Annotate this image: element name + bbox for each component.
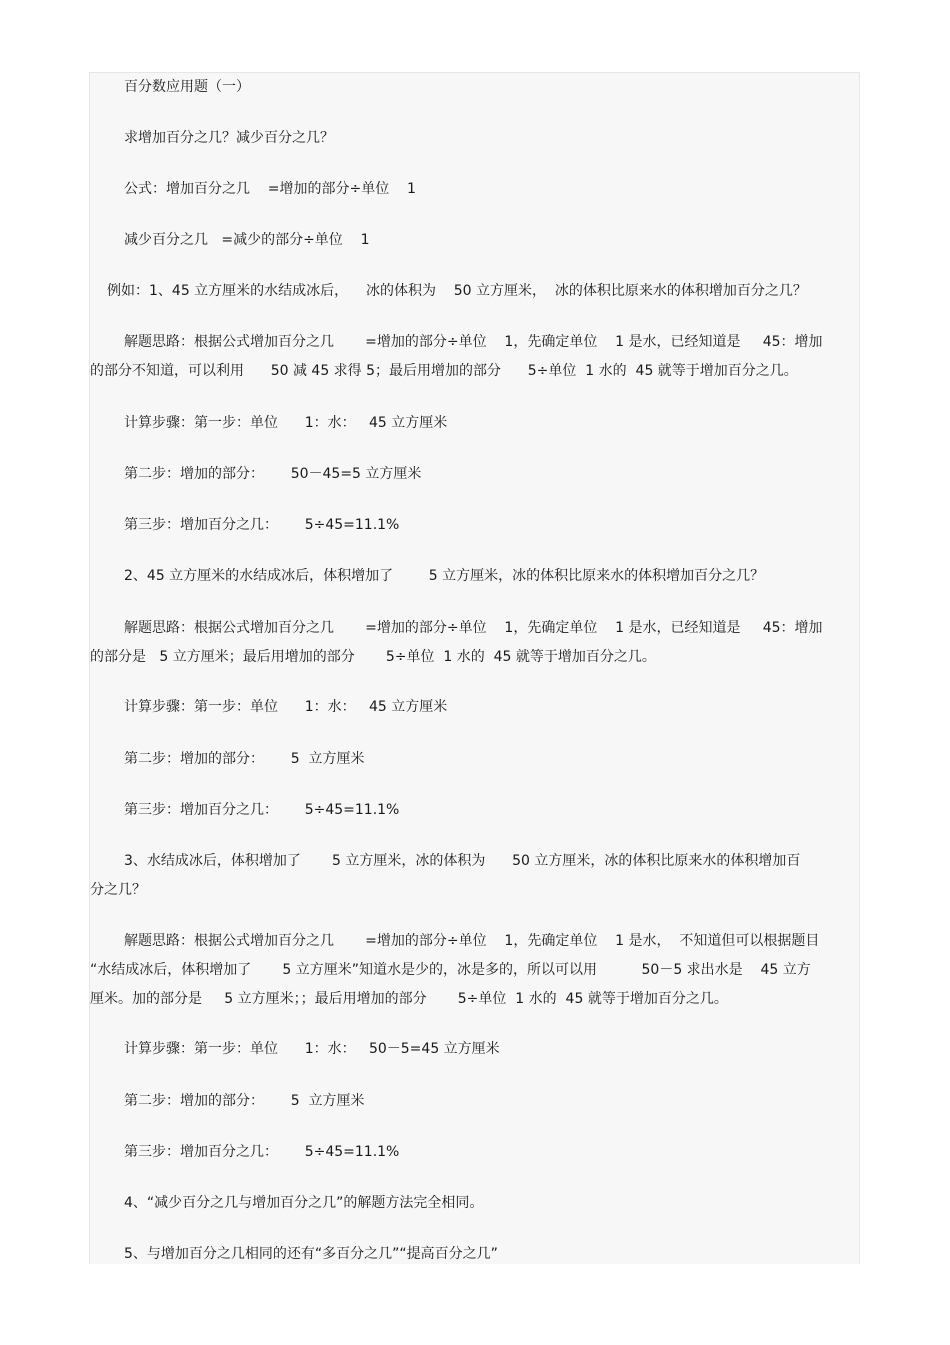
example1-idea: [90, 328, 860, 386]
example2-idea-line1: 解题思路：根据公式增加百分之几 =增加的部分÷单位 1，先确定单位 1 是水，已经知道是 45：增加: [124, 620, 823, 636]
example2-idea: [90, 614, 860, 672]
note-4: 4、“减少百分之几与增加百分之几”的解题方法完全相同。: [124, 1195, 484, 1211]
example1-question: 例如：1、45 立方厘米的水结成冰后， 冰的体积为 50 立方厘米， 冰的体积比原来水的体积增加百分之几？: [107, 283, 807, 299]
example1-idea-line2: 的部分不知道，可以利用 50 减 45 求得 5；最后用增加的部分 5÷单位 1 水的 45 就等于增加百分之几。: [90, 363, 798, 379]
example3-step2: 第二步：增加的部分： 5 立方厘米: [124, 1093, 365, 1109]
example3-idea-line1: 解题思路：根据公式增加百分之几 =增加的部分÷单位 1，先确定单位 1 是水， 不知道但可以根据题目: [124, 933, 820, 949]
doc-title: 百分数应用题（一）: [124, 79, 250, 95]
example1-idea-line1: 解题思路：根据公式增加百分之几 =增加的部分÷单位 1，先确定单位 1 是水，已经知道是 45：增加: [124, 334, 823, 350]
example3-step3: 第三步：增加百分之几： 5÷45=11.1%: [124, 1144, 400, 1160]
example3-idea-line3: 厘米。加的部分是 5 立方厘米；；最后用增加的部分 5÷单位 1 水的 45 就等于增加百分之几。: [90, 991, 728, 1007]
formula-decrease: 减少百分之几 =减少的部分÷单位 1: [124, 232, 370, 248]
example3-question: [90, 847, 860, 905]
example3-question-line1: 3、水结成冰后，体积增加了 5 立方厘米，冰的体积为 50 立方厘米，冰的体积比原来水的体积增加百: [124, 853, 801, 869]
example3-idea: [90, 927, 860, 1014]
example1-step1: 计算步骤：第一步：单位 1：水： 45 立方厘米: [124, 415, 448, 431]
example3-step1: 计算步骤：第一步：单位 1：水： 50－5=45 立方厘米: [124, 1041, 500, 1057]
example2-question: 2、45 立方厘米的水结成冰后，体积增加了 5 立方厘米，冰的体积比原来水的体积增加百分之几？: [124, 568, 765, 584]
document-page: [89, 72, 860, 1264]
example1-step3: 第三步：增加百分之几： 5÷45=11.1%: [124, 517, 400, 533]
example2-step1: 计算步骤：第一步：单位 1：水： 45 立方厘米: [124, 699, 448, 715]
note-5: 5、与增加百分之几相同的还有“多百分之几”“提高百分之几”: [124, 1246, 498, 1262]
example2-idea-line2: 的部分是 5 立方厘米；最后用增加的部分 5÷单位 1 水的 45 就等于增加百分之几。: [90, 649, 656, 665]
example3-idea-line2: “水结成冰后，体积增加了 5 立方厘米”知道水是少的，冰是多的，所以可以用 50－5 求出水是 45 立方: [90, 962, 811, 978]
example1-step2: 第二步：增加的部分： 50－45=5 立方厘米: [124, 466, 422, 482]
example2-step3: 第三步：增加百分之几： 5÷45=11.1%: [124, 802, 400, 818]
example2-step2: 第二步：增加的部分： 5 立方厘米: [124, 751, 365, 767]
question-heading: 求增加百分之几？减少百分之几？: [124, 130, 334, 146]
formula-increase: 公式：增加百分之几 =增加的部分÷单位 1: [124, 181, 416, 197]
example3-question-line2: 分之几？: [90, 882, 146, 898]
